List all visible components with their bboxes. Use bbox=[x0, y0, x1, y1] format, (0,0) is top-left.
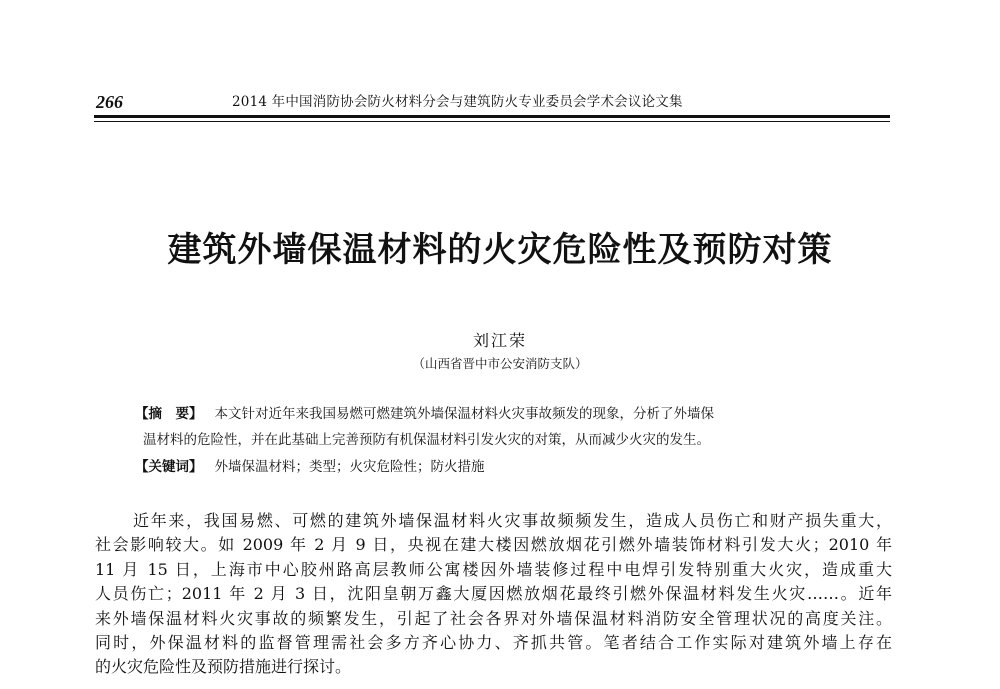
body-line: 同时，外保温材料的监督管理需社会多方齐心协力、齐抓共管。笔者结合工作实际对建筑外墙上存在 bbox=[95, 633, 892, 653]
body-line: 来外墙保温材料火灾事故的频繁发生，引起了社会各界对外墙保温材料消防安全管理状况的高度关注。 bbox=[95, 608, 892, 628]
body-line: 11 月 15 日，上海市中心胶州路高层教师公寓楼因外墙装修过程中电焊引发特别重大火灾，造成重大 bbox=[95, 559, 892, 579]
body-line: 人员伤亡；2011 年 2 月 3 日，沈阳皇朝万鑫大厦因燃放烟花最终引燃外保温材料发生火灾……。近年 bbox=[95, 584, 892, 604]
keywords-label: 【关键词】 bbox=[135, 459, 203, 475]
abstract bbox=[135, 401, 895, 453]
body-line: 近年来，我国易燃、可燃的建筑外墙保温材料火灾事故频频发生，造成人员伤亡和财产损失重大， bbox=[133, 511, 892, 530]
page-number: 266 bbox=[96, 92, 123, 112]
abstract-text-line-1: 本文针对近年来我国易燃可燃建筑外墙保温材料火灾事故频发的现象，分析了外墙保 bbox=[214, 406, 714, 422]
header-rule-thick bbox=[94, 115, 890, 118]
body-paragraph bbox=[95, 509, 892, 680]
abstract-label: 【摘 要】 bbox=[135, 406, 203, 422]
keywords bbox=[135, 456, 895, 478]
author-name: 刘江荣 bbox=[472, 331, 527, 350]
header-rule-thin bbox=[94, 121, 890, 122]
author-affiliation: （山西省晋中市公安消防支队） bbox=[412, 356, 588, 371]
paper-title: 建筑外墙保温材料的火灾危险性及预防对策 bbox=[167, 230, 833, 270]
body-line: 的火灾危险性及预防措施进行探讨。 bbox=[95, 657, 352, 677]
abstract-text-line-2: 温材料的危险性，并在此基础上完善预防有机保温材料引发火灾的对策，从而减少火灾的发生。 bbox=[143, 432, 710, 448]
running-header: 2014 年中国消防协会防火材料分会与建筑防火专业委员会学术会议论文集 bbox=[232, 94, 683, 110]
keywords-text: 外墙保温材料；类型；火灾危险性；防火措施 bbox=[214, 459, 485, 475]
body-line: 社会影响较大。如 2009 年 2 月 9 日，央视在建大楼因燃放烟花引燃外墙装饰材料引发大火；2010 年 bbox=[95, 535, 892, 555]
